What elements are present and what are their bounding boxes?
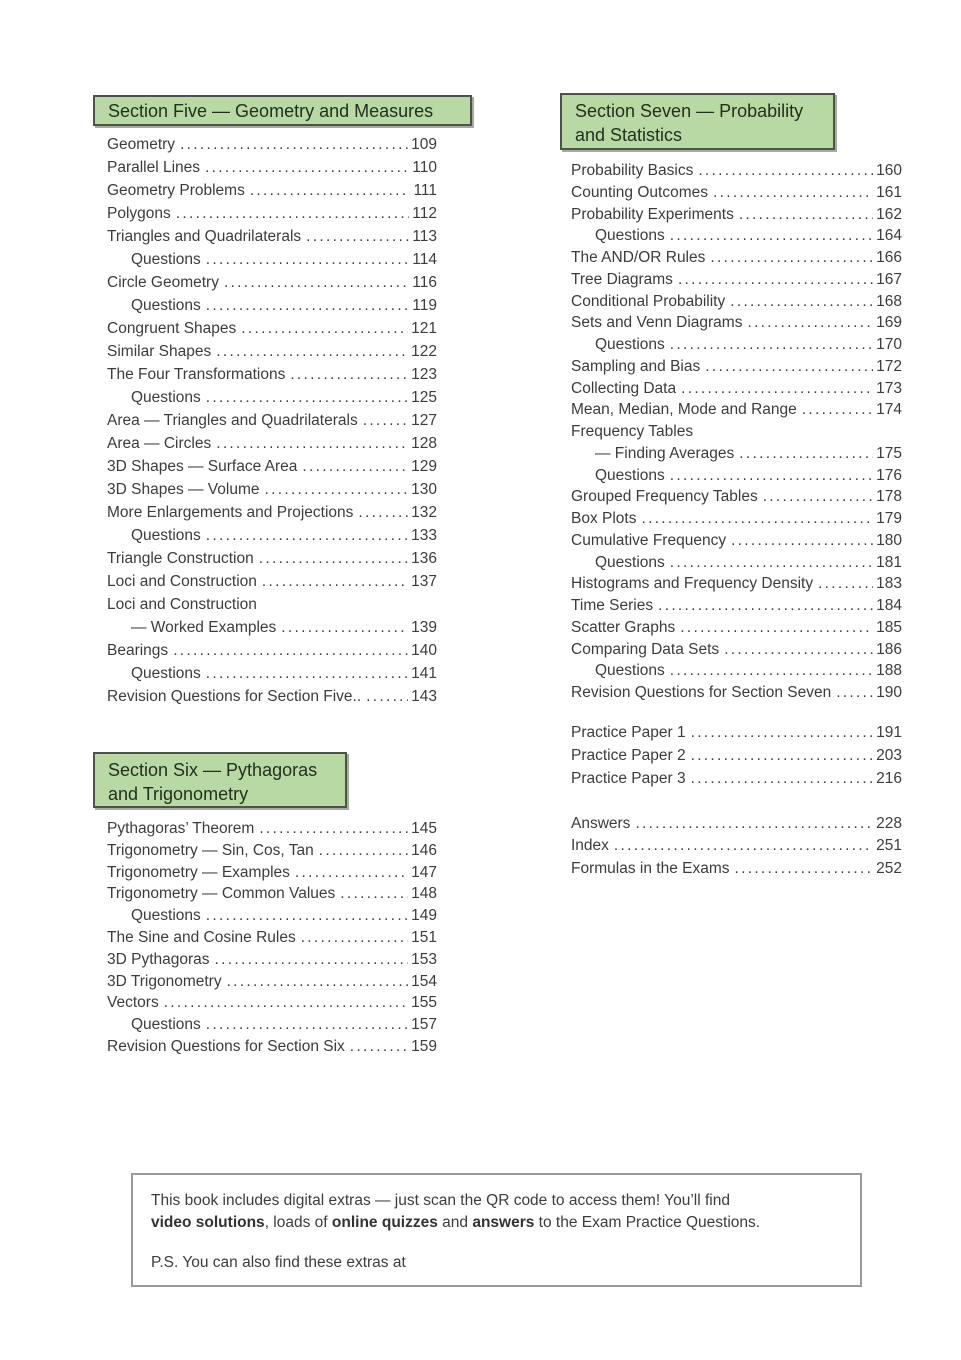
toc-entry-label: Tree Diagrams: [571, 270, 673, 288]
toc-entry-label: Questions: [131, 1016, 201, 1034]
toc-entry-label: Answers: [571, 815, 631, 832]
toc-entry-page: 191: [876, 724, 902, 741]
toc-row: [571, 378, 902, 400]
toc-entry-page: 141: [411, 665, 437, 682]
toc-entry-page: 132: [411, 504, 437, 521]
toc-row: [571, 312, 902, 334]
dot-leader: [265, 478, 409, 501]
toc-entry-label: Loci and Construction: [107, 596, 257, 613]
toc-entry-page: 151: [411, 928, 437, 946]
dot-leader: [670, 334, 873, 356]
toc-entry-label: Triangle Construction: [107, 550, 254, 567]
toc-entry-page: 178: [876, 488, 902, 506]
dot-leader: [739, 443, 873, 465]
dot-leader: [614, 835, 873, 857]
toc-row: [571, 421, 902, 443]
toc-entry-label: More Enlargements and Projections: [107, 504, 354, 521]
dot-leader: [281, 616, 408, 639]
toc-entry-label: Questions: [131, 665, 201, 682]
toc-entry-page: 154: [411, 972, 437, 990]
toc-entry-label: Triangles and Quadrilaterals: [107, 228, 302, 245]
toc-entry-page: 140: [411, 642, 437, 659]
toc-entry-label: 3D Trigonometry: [107, 972, 222, 990]
toc-row: [107, 639, 437, 662]
dot-leader: [290, 363, 408, 386]
toc-row: [571, 835, 902, 857]
section-six-list: [107, 818, 437, 1058]
dot-leader: [302, 455, 408, 478]
toc-row: [107, 363, 437, 386]
dot-leader: [678, 269, 873, 291]
toc-entry-label: The Four Transformations: [107, 366, 286, 383]
toc-entry-label: Questions: [595, 662, 665, 680]
toc-entry-page: 179: [876, 510, 902, 527]
section-five-header: [93, 95, 472, 126]
toc-entry-page: 162: [876, 205, 902, 223]
toc-entry-label: Cumulative Frequency: [571, 531, 727, 549]
dot-leader: [306, 225, 409, 248]
toc-entry-label: 3D Shapes — Surface Area: [107, 458, 298, 475]
toc-row: [107, 927, 437, 949]
toc-entry-page: 122: [411, 343, 437, 360]
dot-leader: [670, 660, 873, 682]
dot-leader: [259, 818, 408, 840]
toc-row: [107, 818, 437, 840]
section-seven-list: [571, 160, 902, 704]
toc-entry-label: Geometry: [107, 136, 176, 153]
toc-entry-page: 109: [411, 136, 437, 153]
dot-leader: [691, 744, 874, 767]
dot-leader: [802, 399, 873, 421]
note-line1: This book includes digital extras — just scan the QR code to access them! You’ll find: [151, 1192, 730, 1209]
toc-entry-label: Questions: [595, 553, 665, 571]
toc-entry-page: 139: [411, 619, 437, 636]
toc-entry-page: 121: [411, 320, 437, 337]
toc-row: [107, 225, 437, 248]
toc-entry-label: Probability Basics: [571, 162, 694, 179]
toc-entry-page: 129: [411, 458, 437, 475]
dot-leader: [319, 840, 408, 862]
toc-entry-page: 123: [411, 366, 437, 383]
section-six-header: [93, 752, 347, 808]
toc-row: [107, 317, 437, 340]
dot-leader: [730, 291, 873, 313]
dot-leader: [295, 862, 408, 884]
toc-row: [571, 813, 902, 835]
toc-row: [571, 225, 902, 247]
toc-row: [107, 949, 437, 971]
dot-leader: [250, 179, 411, 202]
toc-entry-page: 159: [411, 1037, 437, 1055]
toc-entry-label: Trigonometry — Examples: [107, 863, 290, 881]
toc-entry-label: Questions: [595, 227, 665, 245]
toc-row: [107, 133, 437, 156]
toc-entry-label: Sets and Venn Diagrams: [571, 314, 743, 332]
dot-leader: [206, 662, 408, 685]
toc-row: [107, 202, 437, 225]
toc-entry-page: 190: [876, 684, 902, 701]
dot-leader: [363, 409, 408, 432]
dot-leader: [724, 639, 873, 661]
toc-row: [571, 269, 902, 291]
toc-row: [571, 204, 902, 226]
toc-row: [571, 767, 902, 790]
dot-leader: [358, 501, 408, 524]
toc-entry-page: 149: [411, 907, 437, 925]
toc-entry-page: 137: [411, 573, 437, 590]
toc-entry-page: 113: [412, 228, 437, 245]
toc-entry-page: 161: [876, 183, 902, 201]
dot-leader: [670, 552, 873, 574]
toc-entry-page: 116: [412, 274, 437, 291]
dot-leader: [301, 927, 408, 949]
toc-row: [107, 294, 437, 317]
dot-leader: [735, 858, 874, 880]
toc-entry-label: Pythagoras’ Theorem: [107, 820, 255, 837]
toc-entry-page: 216: [876, 770, 902, 787]
toc-entry-label: Scatter Graphs: [571, 618, 676, 636]
toc-entry-page: 176: [876, 466, 902, 484]
toc-row: [571, 465, 902, 487]
note-tail: to the Exam Practice Questions.: [534, 1214, 761, 1231]
dot-leader: [670, 225, 873, 247]
toc-entry-page: 136: [411, 550, 437, 567]
toc-row: [571, 182, 902, 204]
toc-row: [107, 478, 437, 501]
toc-row: [107, 432, 437, 455]
toc-entry-label: Bearings: [107, 642, 169, 659]
toc-entry-label: Histograms and Frequency Density: [571, 575, 814, 593]
toc-entry-label: Questions: [131, 527, 201, 544]
toc-entry-page: 114: [412, 251, 437, 268]
dot-leader: [262, 570, 408, 593]
dot-leader: [205, 156, 409, 179]
section-six-title-line1: Section Six — Pythagoras: [108, 760, 318, 780]
toc-row: [107, 593, 437, 616]
toc-row: [571, 530, 902, 552]
toc-entry-label: Geometry Problems: [107, 182, 245, 199]
toc-entry-label: Grouped Frequency Tables: [571, 488, 758, 506]
toc-entry-label: Formulas in the Exams: [571, 859, 730, 877]
toc-entry-page: 180: [876, 531, 902, 549]
toc-entry-label: Questions: [131, 907, 201, 925]
toc-entry-page: 173: [876, 379, 902, 397]
toc-entry-label: Time Series: [571, 597, 654, 614]
toc-entry-label: Area — Triangles and Quadrilaterals: [107, 412, 358, 429]
dot-leader: [176, 202, 410, 225]
dot-leader: [681, 378, 873, 400]
toc-entry-page: 188: [876, 662, 902, 680]
dot-leader: [227, 971, 409, 993]
toc-entry-label: Sampling and Bias: [571, 357, 701, 375]
toc-row: [107, 501, 437, 524]
toc-entry-label: Revision Questions for Section Six: [107, 1037, 345, 1055]
toc-entry-label: Questions: [131, 297, 201, 314]
toc-entry-label: Congruent Shapes: [107, 320, 237, 337]
toc-entry-label: Area — Circles: [107, 435, 212, 452]
toc-row: [571, 443, 902, 465]
toc-entry-label: Loci and Construction: [107, 573, 257, 590]
toc-row: [107, 905, 437, 927]
dot-leader: [836, 682, 873, 704]
toc-row: [107, 386, 437, 409]
toc-entry-label: Polygons: [107, 205, 171, 222]
toc-row: [107, 883, 437, 905]
toc-entry-page: 166: [876, 249, 902, 266]
dot-leader: [635, 813, 873, 835]
toc-entry-page: 175: [876, 444, 902, 462]
toc-entry-label: The AND/OR Rules: [571, 249, 706, 266]
note-mid1: , loads of: [264, 1214, 332, 1231]
toc-row: [107, 662, 437, 685]
dot-leader: [206, 386, 408, 409]
dot-leader: [713, 182, 873, 204]
digital-extras-note: [131, 1173, 862, 1287]
section-five-title: Section Five — Geometry and Measures: [108, 100, 434, 121]
dot-leader: [206, 294, 409, 317]
dot-leader: [705, 356, 873, 378]
toc-entry-label: Questions: [131, 251, 201, 268]
toc-row: [571, 573, 902, 595]
section-seven-title-line1: Section Seven — Probability: [575, 101, 804, 121]
toc-entry-page: 174: [876, 401, 902, 419]
dot-leader: [340, 883, 408, 905]
dot-leader: [350, 1036, 408, 1058]
toc-row: [571, 160, 902, 182]
dot-leader: [206, 1014, 408, 1036]
dot-leader: [206, 524, 408, 547]
toc-entry-page: 251: [876, 837, 902, 855]
toc-entry-label: Conditional Probability: [571, 292, 726, 310]
toc-row: [571, 486, 902, 508]
toc-row: [107, 179, 437, 202]
toc-entry-label: Questions: [595, 466, 665, 484]
toc-row: [107, 340, 437, 363]
back-matter-list: [571, 813, 902, 880]
toc-row: [107, 1036, 437, 1058]
toc-entry-page: 130: [411, 481, 437, 498]
toc-row: [571, 858, 902, 880]
toc-row: [571, 552, 902, 574]
note-bold-answers: answers: [472, 1214, 535, 1231]
toc-row: [571, 399, 902, 421]
section-six-title-line2: and Trigonometry: [108, 784, 249, 804]
toc-entry-page: 111: [413, 182, 437, 199]
dot-leader: [224, 271, 409, 294]
toc-row: [107, 971, 437, 993]
toc-entry-page: 169: [876, 314, 902, 332]
toc-entry-label: Trigonometry — Common Values: [107, 885, 336, 903]
toc-entry-page: 128: [411, 435, 437, 452]
toc-row: [107, 271, 437, 294]
toc-entry-page: 155: [411, 994, 437, 1012]
toc-entry-page: 167: [876, 270, 902, 288]
dot-leader: [366, 685, 408, 708]
dot-leader: [641, 508, 873, 530]
toc-row: [107, 685, 437, 708]
toc-entry-label: Practice Paper 2: [571, 747, 686, 764]
toc-row: [107, 524, 437, 547]
toc-entry-page: 143: [411, 688, 437, 705]
toc-entry-page: 125: [411, 389, 437, 406]
dot-leader: [691, 721, 874, 744]
toc-entry-label: Collecting Data: [571, 379, 677, 397]
toc-entry-label: The Sine and Cosine Rules: [107, 928, 296, 946]
toc-entry-page: 127: [411, 412, 437, 429]
toc-entry-page: 147: [411, 863, 437, 881]
toc-row: [571, 595, 902, 617]
toc-entry-label: Questions: [595, 336, 665, 353]
dot-leader: [216, 432, 408, 455]
toc-row: [107, 616, 437, 639]
section-seven-header: [560, 93, 835, 150]
toc-row: [571, 721, 902, 744]
toc-entry-page: 146: [411, 841, 437, 859]
dot-leader: [710, 247, 873, 269]
toc-row: [571, 639, 902, 661]
toc-entry-label: Trigonometry — Sin, Cos, Tan: [107, 841, 314, 859]
dot-leader: [206, 905, 408, 927]
toc-row: [571, 617, 902, 639]
practice-papers-list: [571, 721, 902, 790]
section-seven-title-line2: and Statistics: [575, 125, 683, 145]
toc-row: [107, 992, 437, 1014]
dot-leader: [698, 160, 873, 182]
toc-row: [107, 409, 437, 432]
toc-entry-page: 183: [876, 575, 902, 593]
toc-row: [107, 570, 437, 593]
dot-leader: [670, 465, 873, 487]
toc-row: [107, 547, 437, 570]
note-bold-video-solutions: video solutions: [151, 1214, 265, 1231]
toc-entry-page: 203: [876, 747, 902, 764]
toc-entry-page: 172: [876, 357, 902, 375]
toc-row: [571, 247, 902, 269]
toc-entry-label: Frequency Tables: [571, 423, 694, 440]
toc-entry-page: 148: [411, 885, 437, 903]
dot-leader: [691, 767, 874, 790]
note-bold-online-quizzes: online quizzes: [331, 1214, 438, 1231]
dot-leader: [241, 317, 408, 340]
toc-row: [571, 356, 902, 378]
toc-row: [107, 455, 437, 478]
note-mid2: and: [437, 1214, 473, 1231]
toc-entry-page: 164: [876, 227, 902, 245]
toc-entry-page: 185: [876, 618, 902, 636]
dot-leader: [818, 573, 873, 595]
toc-entry-label: Questions: [131, 389, 201, 406]
toc-row: [107, 248, 437, 271]
dot-leader: [180, 133, 408, 156]
toc-row: [107, 156, 437, 179]
dot-leader: [739, 204, 873, 226]
dot-leader: [173, 639, 408, 662]
toc-entry-page: 157: [411, 1016, 437, 1034]
dot-leader: [164, 992, 408, 1014]
toc-entry-label: Similar Shapes: [107, 343, 212, 360]
toc-entry-page: 228: [876, 815, 902, 832]
toc-entry-label: — Worked Examples: [131, 619, 277, 636]
dot-leader: [206, 248, 409, 271]
toc-entry-label: Probability Experiments: [571, 205, 734, 223]
toc-entry-page: 184: [876, 597, 902, 614]
toc-entry-page: 119: [412, 297, 437, 314]
toc-entry-page: 168: [876, 292, 902, 310]
toc-entry-page: 186: [876, 640, 902, 658]
toc-row: [571, 744, 902, 767]
toc-entry-label: Practice Paper 3: [571, 770, 686, 787]
toc-entry-page: 110: [412, 159, 437, 176]
toc-entry-label: 3D Pythagoras: [107, 950, 210, 968]
toc-row: [571, 660, 902, 682]
dot-leader: [747, 312, 873, 334]
toc-entry-label: Comparing Data Sets: [571, 640, 720, 658]
toc-entry-label: 3D Shapes — Volume: [107, 481, 260, 498]
toc-entry-page: 160: [876, 162, 902, 179]
toc-entry-page: 181: [876, 553, 902, 571]
toc-row: [571, 682, 902, 704]
toc-row: [107, 1014, 437, 1036]
dot-leader: [731, 530, 873, 552]
toc-entry-page: 252: [876, 859, 902, 877]
toc-entry-label: Practice Paper 1: [571, 724, 686, 741]
dot-leader: [680, 617, 873, 639]
toc-entry-page: 145: [411, 820, 437, 837]
dot-leader: [259, 547, 408, 570]
toc-entry-page: 112: [412, 205, 437, 222]
dot-leader: [216, 340, 408, 363]
toc-row: [571, 334, 902, 356]
toc-entry-label: Counting Outcomes: [571, 183, 708, 201]
dot-leader: [763, 486, 873, 508]
toc-entry-label: Vectors: [107, 994, 159, 1012]
toc-entry-label: Revision Questions for Section Five..: [107, 688, 362, 705]
toc-entry-page: 170: [876, 336, 902, 353]
toc-row: [571, 508, 902, 530]
toc-entry-label: Mean, Median, Mode and Range: [571, 401, 797, 419]
dot-leader: [215, 949, 409, 971]
toc-entry-label: Parallel Lines: [107, 159, 201, 176]
note-ps: P.S. You can also find these extras at: [151, 1254, 406, 1271]
toc-entry-label: Index: [571, 837, 609, 855]
toc-entry-label: Revision Questions for Section Seven: [571, 684, 832, 701]
toc-entry-label: — Finding Averages: [595, 444, 735, 462]
toc-row: [107, 862, 437, 884]
toc-entry-page: 153: [411, 950, 437, 968]
toc-entry-label: Circle Geometry: [107, 274, 219, 291]
toc-entry-page: 133: [411, 527, 437, 544]
section-five-list: [107, 133, 437, 708]
dot-leader: [658, 595, 873, 617]
toc-entry-label: Box Plots: [571, 510, 637, 527]
digital-extras-text: [151, 1190, 842, 1234]
toc-row: [571, 291, 902, 313]
toc-row: [107, 840, 437, 862]
